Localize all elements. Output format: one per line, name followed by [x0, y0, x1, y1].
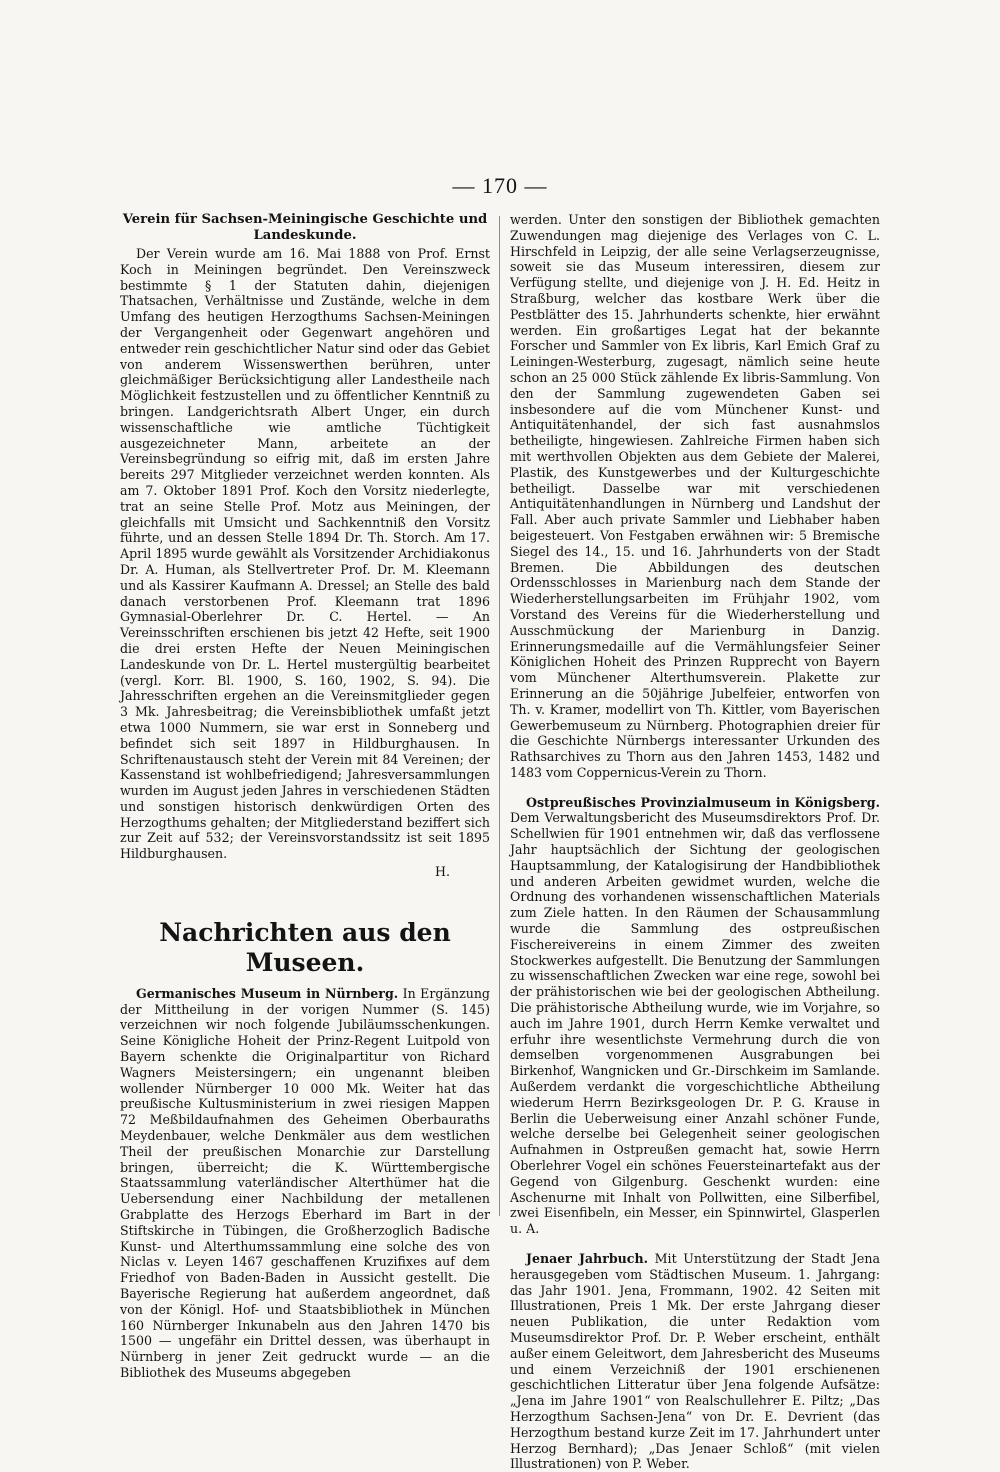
right-column [510, 212, 880, 1472]
nachrichten-heading: Nachrichten aus den Museen. [159, 917, 451, 977]
left-column [120, 212, 490, 1381]
germanisches-heading: Germanisches Museum in Nürnberg. [136, 985, 399, 1001]
jenaer-paragraph [510, 1251, 880, 1472]
germanisches-paragraph [120, 986, 490, 1381]
ostpreussen-body: Dem Verwaltungsbericht des Museumsdirektors Prof. Dr. Schellwien für 1901 entnehmen wir, daß das verflossene Jahr hauptsächlich der Sichtung der geologischen Hauptsammlung, der Katalogisirung der Handbibliothek und anderen Arbeiten gewidmet wurden, welche die Ordnung des vorhandenen wissenschaftlichen Materials zum Ziele hatten. In den Räumen der Schausammlung wurde die Sammlung des ostpreußischen Fischereivereins in einem Zimmer des zweiten Stockwerkes aufgestellt. Die Benutzung der Sammlungen zu wissenschaftlichen Zwecken war eine rege, sowohl bei der prähistorischen wie bei der geologischen Abtheilung. Die prähistorische Abtheilung wurde, wie im Vorjahre, so auch im Jahre 1901, durch Herrn Kemke verwaltet und erfuhr ihre wesentlichste Vermehrung durch die von demselben vorgenommenen Ausgrabungen bei Birkenhof, Wangnicken und Gr.-Dirschkeim im Samlande. Außerdem verdankt die vorgeschichtliche Abtheilung wiederum Herrn Bezirksgeologen Dr. P. G. Krause in Berlin die Ueberweisung einer Anzahl schöner Funde, welche derselbe bei Gelegenheit seiner geologischen Aufnahmen in Ostpreußen gemacht hat, sowie Herrn Oberlehrer Vogel ein schönes Feuersteinartefakt aus der Gegend von Gilgenburg. Geschenkt wurden: eine Aschenurne mit Inhalt von Pollwitten, eine Silberfibel, zwei Eisenfibeln, ein Messer, ein Spinnwirtel, Glasperlen u. A. [510, 810, 880, 1237]
verein-heading: Verein für Sachsen-Meiningische Geschichte und Landeskunde. [122, 212, 488, 243]
section-gap [510, 781, 880, 795]
verein-paragraph: Der Verein wurde am 16. Mai 1888 von Prof. Ernst Koch in Meiningen begründet. Den Vereinszweck bestimmte § 1 der Statuten dahin, diejenigen Thatsachen, Verhältnisse und Zustände, welche in dem Umfang des heutigen Herzogthums Sachsen-Meiningen der Vergangenheit oder Gegenwart angehören und entweder rein geschichtlicher Natur sind oder das Gebiet von anderem Wissenswerthen berühren, unter gleichmäßiger Berücksichtigung aller Landestheile nach Möglichkeit festzustellen und zu öffentlicher Kenntniß zu bringen. Landgerichtsrath Albert Unger, ein durch wissenschaftliche wie amtliche Tüchtigkeit ausgezeichneter Mann, arbeitete an der Vereinsbegründung so eifrig mit, daß im ersten Jahre bereits 297 Mitglieder verzeichnet werden konnten. Als am 7. Oktober 1891 Prof. Koch den Vorsitz niederlegte, trat an seine Stelle Prof. Motz aus Meiningen, der gleichfalls mit Umsicht und Sachkenntniß den Vorsitz führte, und an dessen Stelle 1894 Dr. Th. Storch. Am 17. April 1895 wurde gewählt als Vorsitzender Archidiakonus Dr. A. Human, als Stellvertreter Prof. Dr. M. Kleemann und als Kassirer Kaufmann A. Dressel; an Stelle des bald danach verstorbenen Prof. Kleemann trat 1896 Gymnasial-Oberlehrer Dr. C. Hertel. — An Vereinsschriften erschienen bis jetzt 42 Hefte, seit 1900 die drei ersten Hefte der Neuen Meiningischen Landeskunde von Dr. L. Hertel mustergültig bearbeitet (vergl. Korr. Bl. 1900, S. 160, 1902, S. 94). Die Jahresschriften ergehen an die Vereinsmitglieder gegen 3 Mk. Jahresbeitrag; die Vereinsbibliothek umfaßt jetzt etwa 1000 Nummern, sie war erst in Sonneberg und befindet sich seit 1897 in Hildburghausen. In Schriftenaustausch steht der Verein mit 84 Vereinen; der Kassenstand ist wohlbefriedigend; Jahresversammlungen wurden im August jeden Jahres in verschiedenen Städten und sonstigen historisch denkwürdigen Orten des Herzogthums gehalten; der Mitgliederstand beziffert sich zur Zeit auf 532; der Vereinsvorstandssitz ist seit 1895 Hildburghausen. [120, 246, 490, 862]
verein-signature: H. [435, 864, 450, 880]
ostpreussen-heading: Ostpreußisches Provinzialmuseum in Königsberg. [526, 794, 880, 810]
section-gap [510, 1237, 880, 1251]
jenaer-body: Mit Unterstützung der Stadt Jena herausgegeben vom Städtischen Museum. 1. Jahrgang: das Jahr 1901. Jena, Frommann, 1902. 42 Seiten mit Illustrationen, Preis 1 Mk. Der erste Jahrgang dieser neuen Publikation, die unter Redaktion vom Museumsdirektor Prof. Dr. P. Weber erscheint, enthält außer einem Geleitwort, dem Jahresbericht des Museums und einem Verzeichniß der 1901 erschienenen geschichtlichen Litteratur über Jena folgende Aufsätze: „Jena im Jahre 1901“ von Realschullehrer E. Piltz; „Das Herzogthum Sachsen-Jena“ von Dr. E. Devrient (das Herzogthum bestand kurze Zeit im 17. Jahrhundert unter Herzog Bernhard); „Das Jenaer Schloß“ (mit vielen Illustrationen) von P. Weber. [510, 1251, 880, 1472]
page-number: — 170 — [452, 173, 548, 198]
ostpreussen-paragraph [510, 795, 880, 1237]
germanisches-continuation: werden. Unter den sonstigen der Bibliothek gemachten Zuwendungen mag diejenige des Verlages von C. L. Hirschfeld in Leipzig, der alle seine Verlagserzeugnisse, soweit sie das Museum interessiren, diesem zur Verfügung stellte, und diejenige von J. H. Ed. Heitz in Straßburg, welcher das kostbare Werk über die Pestblätter des 15. Jahrhunderts schenkte, hier erwähnt werden. Ein großartiges Legat hat der bekannte Forscher und Sammler von Ex libris, Karl Emich Graf zu Leiningen-Westerburg, zugesagt, nämlich seine heute schon an 25 000 Stück zählende Ex libris-Sammlung. Von den der Sammlung zugewendeten Gaben sei insbesondere auf die vom Münchener Kunst- und Antiquitätenhandel, der sich fast ausnahmslos betheiligte, hingewiesen. Zahlreiche Firmen haben sich mit werthvollen Objekten aus dem Gebiete der Malerei, Plastik, des Kunstgewerbes und der Kulturgeschichte betheiligt. Dasselbe war mit verschiedenen Antiquitätenhandlungen in Nürnberg und Landshut der Fall. Aber auch private Sammler und Liebhaber haben beigesteuert. Von Festgaben erwähnen wir: 5 Bremische Siegel des 14., 15. und 16. Jahrhunderts von der Stadt Bremen. Die Abbildungen des deutschen Ordensschlosses in Marienburg nach dem Stande der Wiederherstellungsarbeiten im Frühjahr 1902, vom Vorstand des Vereins für die Wiederherstellung und Ausschmückung der Marienburg in Danzig. Erinnerungsmedaille auf die Vermählungsfeier Seiner Königlichen Hoheit des Prinzen Rupprecht von Bayern vom Münchener Alterthumsverein. Plakette zur Erinnerung an die 50jährige Jubelfeier, entworfen von Th. v. Kramer, modellirt von Th. Kittler, vom Bayerischen Gewerbemuseum zu Nürnberg. Photographien dreier für die Geschichte Nürnbergs interessanter Urkunden des Rathsarchives zu Thorn aus den Jahren 1453, 1482 und 1483 vom Coppernicus-Verein zu Thorn. [510, 212, 880, 780]
germanisches-body: In Ergänzung der Mittheilung in der vorigen Nummer (S. 145) verzeichnen wir noch folgende Jubiläumsschenkungen. Seine Königliche Hoheit der Prinz-Regent Luitpold von Bayern schenkte die Originalpartitur von Richard Wagners Meistersingern; ein ungenannt bleiben wollender Nürnberger 10 000 Mk. Weiter hat das preußische Kultusministerium in zwei riesigen Mappen 72 Meßbildaufnahmen des Geheimen Oberbauraths Meydenbauer, welche Denkmäler aus dem westlichen Theil der preußischen Monarchie zur Darstellung bringen, überreicht; die K. Württembergische Staatssammlung vaterländischer Alterthümer hat die Uebersendung einer Nachbildung der metallenen Grabplatte des Herzogs Eberhard im Bart in der Stiftskirche in Tübingen, die Großherzoglich Badische Kunst- und Alterthumssammlung eine solche des von Niclas v. Leyen 1467 geschaffenen Kruzifixes auf dem Friedhof von Baden-Baden in Aussicht gestellt. Die Bayerische Regierung hat außerdem angeordnet, daß von der Königl. Hof- und Staatsbibliothek in München 160 Nürnberger Inkunabeln aus den Jahren 1470 bis 1500 — ungefähr ein Drittel dessen, was überhaupt in Nürnberg in jener Zeit gedruckt wurde — an die Bibliothek des Museums abgegeben [120, 985, 490, 1380]
jenaer-heading: Jenaer Jahrbuch. [526, 1251, 649, 1266]
column-divider [499, 216, 500, 1216]
